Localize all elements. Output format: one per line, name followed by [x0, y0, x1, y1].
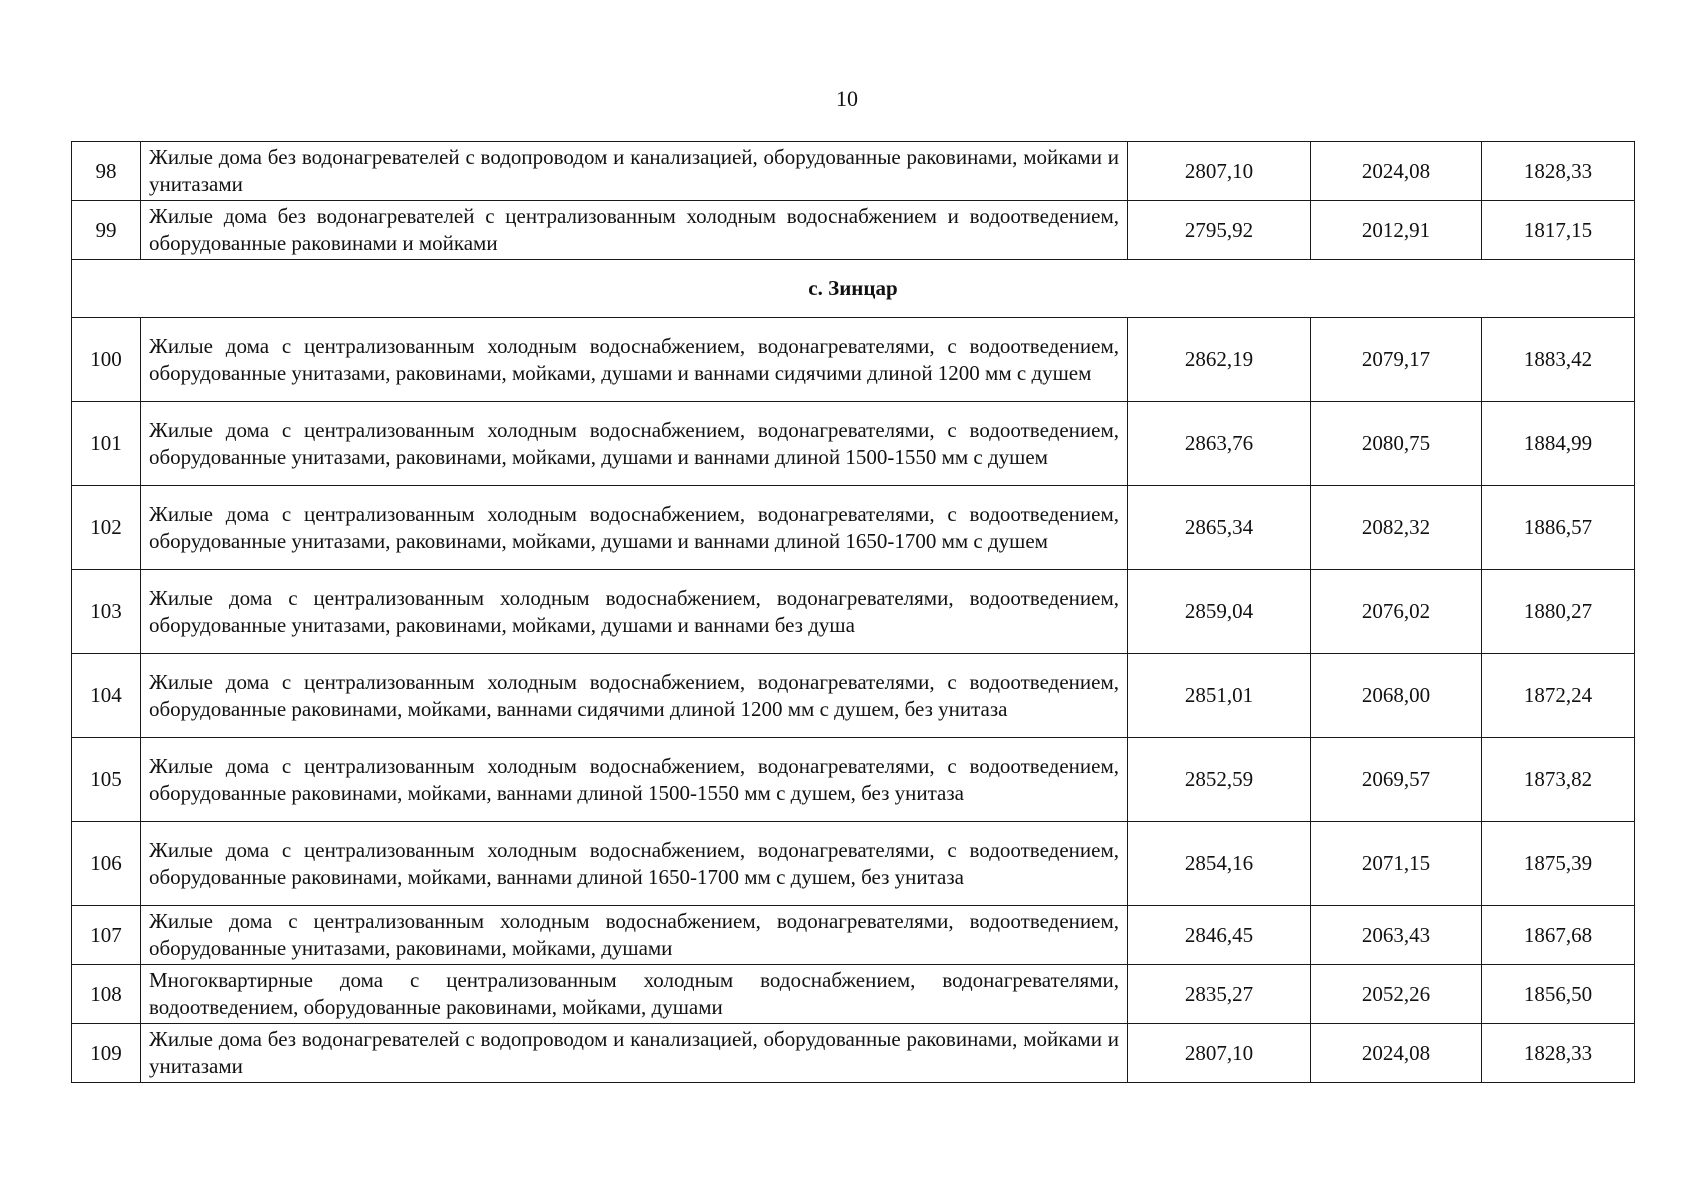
row-value-1: 2795,92 [1128, 201, 1311, 260]
section-title: с. Зинцар [72, 260, 1635, 318]
row-value-3: 1886,57 [1482, 486, 1635, 570]
row-number: 108 [72, 965, 141, 1024]
row-number: 109 [72, 1024, 141, 1083]
row-description: Жилые дома с централизованным холодным водоснабжением, водонагревателями, с водоотведением, оборудованные раковинами, мойками, ваннами длиной 1650-1700 мм с душем, без унитаза [141, 822, 1128, 906]
row-number: 101 [72, 402, 141, 486]
table-row [72, 201, 1635, 260]
table-row [72, 570, 1635, 654]
row-number: 107 [72, 906, 141, 965]
table-row [72, 142, 1635, 201]
table-row [72, 822, 1635, 906]
row-description: Жилые дома без водонагревателей с водопроводом и канализацией, оборудованные раковинами, мойками и унитазами [141, 1024, 1128, 1083]
table-row [72, 906, 1635, 965]
row-value-1: 2859,04 [1128, 570, 1311, 654]
row-number: 102 [72, 486, 141, 570]
row-value-3: 1828,33 [1482, 142, 1635, 201]
row-value-1: 2851,01 [1128, 654, 1311, 738]
table-row [72, 738, 1635, 822]
row-value-3: 1880,27 [1482, 570, 1635, 654]
row-value-2: 2080,75 [1311, 402, 1482, 486]
row-description: Жилые дома с централизованным холодным водоснабжением, водонагревателями, с водоотведением, оборудованные раковинами, мойками, ваннами сидячими длиной 1200 мм с душем, без унитаза [141, 654, 1128, 738]
section-row [72, 260, 1635, 318]
table-row [72, 1024, 1635, 1083]
row-value-1: 2807,10 [1128, 1024, 1311, 1083]
row-value-3: 1856,50 [1482, 965, 1635, 1024]
row-number: 105 [72, 738, 141, 822]
row-number: 103 [72, 570, 141, 654]
row-number: 99 [72, 201, 141, 260]
row-value-1: 2852,59 [1128, 738, 1311, 822]
row-value-3: 1884,99 [1482, 402, 1635, 486]
row-value-3: 1883,42 [1482, 318, 1635, 402]
row-value-2: 2071,15 [1311, 822, 1482, 906]
row-value-2: 2082,32 [1311, 486, 1482, 570]
row-value-3: 1828,33 [1482, 1024, 1635, 1083]
row-value-2: 2068,00 [1311, 654, 1482, 738]
row-value-3: 1867,68 [1482, 906, 1635, 965]
row-description: Жилые дома без водонагревателей с водопроводом и канализацией, оборудованные раковинами, мойками и унитазами [141, 142, 1128, 201]
row-value-1: 2863,76 [1128, 402, 1311, 486]
row-value-1: 2846,45 [1128, 906, 1311, 965]
row-description: Жилые дома без водонагревателей с централизованным холодным водоснабжением и водоотведением, оборудованные раковинами и мойками [141, 201, 1128, 260]
row-value-1: 2835,27 [1128, 965, 1311, 1024]
row-value-2: 2076,02 [1311, 570, 1482, 654]
row-value-2: 2024,08 [1311, 142, 1482, 201]
row-description: Жилые дома с централизованным холодным водоснабжением, водонагревателями, с водоотведением, оборудованные унитазами, раковинами, мойками, душами и ваннами длиной 1650-1700 мм с душем [141, 486, 1128, 570]
row-description: Жилые дома с централизованным холодным водоснабжением, водонагревателями, с водоотведением, оборудованные унитазами, раковинами, мойками, душами и ваннами сидячими длиной 1200 мм с душем [141, 318, 1128, 402]
row-number: 98 [72, 142, 141, 201]
tariff-table [71, 141, 1635, 1083]
table-row [72, 486, 1635, 570]
row-value-1: 2862,19 [1128, 318, 1311, 402]
row-value-2: 2069,57 [1311, 738, 1482, 822]
row-number: 104 [72, 654, 141, 738]
row-value-1: 2854,16 [1128, 822, 1311, 906]
row-description: Жилые дома с централизованным холодным водоснабжением, водонагревателями, водоотведением, оборудованные унитазами, раковинами, мойками, душами [141, 906, 1128, 965]
row-value-2: 2063,43 [1311, 906, 1482, 965]
row-number: 100 [72, 318, 141, 402]
row-value-2: 2012,91 [1311, 201, 1482, 260]
row-description: Многоквартирные дома с централизованным холодным водоснабжением, водонагревателями, водоотведением, оборудованные раковинами, мойками, душами [141, 965, 1128, 1024]
table-row [72, 654, 1635, 738]
row-description: Жилые дома с централизованным холодным водоснабжением, водонагревателями, с водоотведением, оборудованные унитазами, раковинами, мойками, душами и ваннами длиной 1500-1550 мм с душем [141, 402, 1128, 486]
row-value-2: 2079,17 [1311, 318, 1482, 402]
row-value-3: 1875,39 [1482, 822, 1635, 906]
table-row [72, 402, 1635, 486]
table-row [72, 318, 1635, 402]
row-description: Жилые дома с централизованным холодным водоснабжением, водонагревателями, водоотведением, оборудованные унитазами, раковинами, мойками, душами и ваннами без душа [141, 570, 1128, 654]
row-value-2: 2024,08 [1311, 1024, 1482, 1083]
row-value-3: 1872,24 [1482, 654, 1635, 738]
row-value-1: 2807,10 [1128, 142, 1311, 201]
row-value-1: 2865,34 [1128, 486, 1311, 570]
row-value-2: 2052,26 [1311, 965, 1482, 1024]
table-row [72, 965, 1635, 1024]
row-number: 106 [72, 822, 141, 906]
row-value-3: 1873,82 [1482, 738, 1635, 822]
row-value-3: 1817,15 [1482, 201, 1635, 260]
page-number: 10 [836, 86, 858, 111]
row-description: Жилые дома с централизованным холодным водоснабжением, водонагревателями, с водоотведением, оборудованные раковинами, мойками, ваннами длиной 1500-1550 мм с душем, без унитаза [141, 738, 1128, 822]
